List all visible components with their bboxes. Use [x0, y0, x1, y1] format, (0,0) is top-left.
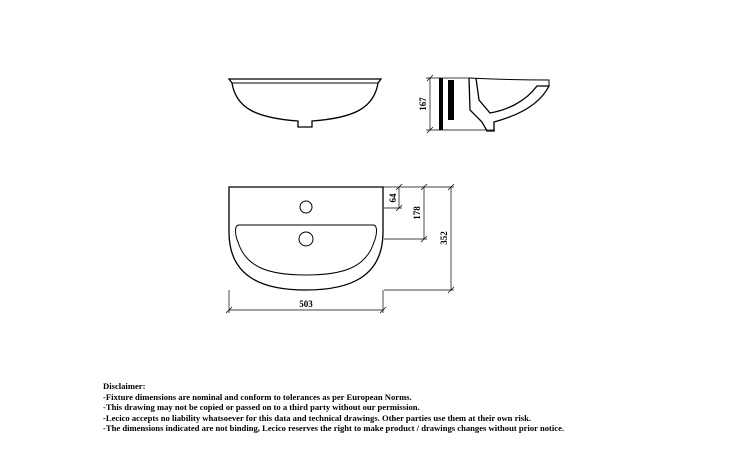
height-dimension-label: 167: [418, 97, 428, 111]
disclaimer: [103, 381, 743, 434]
disclaimer-line: -This drawing may not be copied or passed on to a third party without our permission.: [103, 402, 420, 413]
front-view: [229, 79, 381, 127]
side-view-wall: [439, 78, 443, 130]
disclaimer-title: Disclaimer:: [103, 381, 146, 391]
side-view: [426, 75, 549, 133]
tap-hole-offset-dimension-label: 178: [412, 206, 422, 220]
drain-hole: [299, 232, 313, 246]
disclaimer-line: -The dimensions indicated are not binding, Lecico reserves the right to make product / drawings changes without prior notice.: [103, 423, 565, 434]
tap-hole: [300, 201, 312, 213]
rear-offset-dimension-label: 64: [388, 193, 398, 203]
side-view-outline: [469, 78, 549, 131]
front-view-outline: [229, 79, 381, 127]
plan-view: [226, 184, 454, 313]
depth-dimension-label: 352: [439, 231, 449, 245]
disclaimer-line: -Lecico accepts no liability whatsoever for this data and technical drawings. Other parties use them at their own risk.: [103, 412, 532, 423]
width-dimension-label: 503: [299, 299, 313, 309]
side-view-bracket: [448, 80, 454, 120]
side-view-back: [469, 78, 549, 86]
disclaimer-line: -Fixture dimensions are nominal and conform to tolerances as per European Norms.: [103, 391, 412, 402]
